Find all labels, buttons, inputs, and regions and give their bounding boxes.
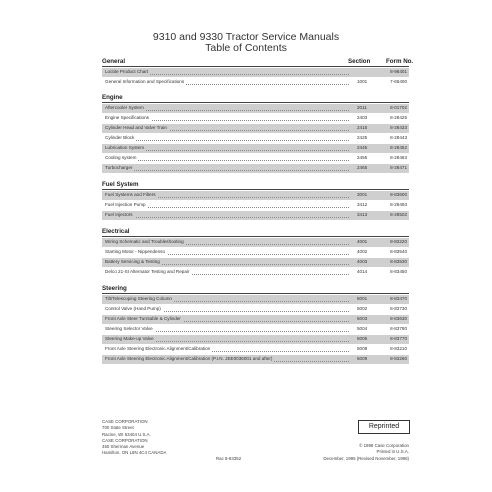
copyright-line: Printed in U.S.A. xyxy=(376,449,409,455)
toc-title: Wiring Schematic and Troubleshooting xyxy=(105,238,186,247)
address-line: CASE CORPORATION xyxy=(102,419,148,424)
toc-title: Fuel Systems and Filters xyxy=(105,191,158,200)
dot-leader xyxy=(105,140,349,141)
toc-title: Aftercooler System xyxy=(105,104,146,113)
form-number: Rac 8-83352 xyxy=(216,456,242,461)
dot-leader xyxy=(105,170,349,171)
toc-section-number: 4003 xyxy=(357,259,368,264)
toc-title: Engine Specifications xyxy=(105,114,151,123)
toc-section-number: 2445 xyxy=(357,145,368,150)
toc-section-number: 2011 xyxy=(357,105,367,110)
toc-section-number: 1001 xyxy=(357,79,368,84)
section-rule xyxy=(102,293,409,294)
toc-row xyxy=(102,315,409,324)
toc-row xyxy=(102,164,409,173)
section-heading: Electrical xyxy=(102,228,130,235)
copyright-line: © 1998 Case Corporation xyxy=(359,443,409,448)
section-heading: General xyxy=(102,58,126,65)
toc-section-number: 3413 xyxy=(357,212,368,217)
toc-title: Battery Servicing & Testing xyxy=(105,258,162,267)
toc-section-number: 5009 xyxy=(357,356,368,361)
section-column-header: Section xyxy=(348,58,371,65)
toc-form-number: 8-28452 xyxy=(390,145,407,150)
toc-title: Loctite Product Chart xyxy=(105,68,150,77)
document-subtitle: Table of Contents xyxy=(205,42,287,54)
reprinted-stamp: Reprinted xyxy=(358,420,410,434)
dot-leader xyxy=(105,160,349,161)
toc-form-number: 8-28443 xyxy=(390,135,407,140)
toc-section-number: 5004 xyxy=(357,326,368,331)
toc-title: Cylinder Head and Valve Train xyxy=(105,124,169,133)
address-line: Racine, WI 53404 U.S.A. xyxy=(102,431,151,437)
section-rule xyxy=(102,102,409,103)
toc-title: Front Axle Steering Electronic Alignment/Calibration (P.I.N. JEE0036001 and after) xyxy=(105,355,274,364)
toc-title: Steering Selector Valve xyxy=(105,325,155,334)
toc-form-number: 8-83260 xyxy=(390,356,407,361)
toc-title: Control Valve (Hand Pump) xyxy=(105,305,163,314)
corporation-address xyxy=(102,419,166,457)
toc-form-number: 8-01702 xyxy=(390,105,407,110)
toc-form-number: 8-28471 xyxy=(390,165,407,170)
toc-row xyxy=(102,104,409,113)
toc-row xyxy=(102,345,409,354)
toc-section-number: 3412 xyxy=(357,202,368,207)
toc-form-number: 8-83220 xyxy=(390,239,407,244)
toc-row xyxy=(102,124,409,133)
toc-form-number: 8-83470 xyxy=(390,296,407,301)
toc-form-number: 8-83630 xyxy=(390,316,407,321)
toc-row xyxy=(102,78,409,87)
toc-row xyxy=(102,211,409,220)
toc-form-number: 8-83770 xyxy=(390,336,407,341)
copyright-line: December, 1995 (Revised November, 1998) xyxy=(323,455,409,461)
address-line: Hamilton, ON L8N 4C4 CANADA xyxy=(102,450,167,456)
toc-form-number: 8-83600 xyxy=(390,192,407,197)
section-rule xyxy=(102,236,409,237)
dot-leader xyxy=(105,217,349,218)
toc-title: Front Axle Steer Turntable & Cylinder xyxy=(105,315,183,324)
section-heading: Engine xyxy=(102,94,123,101)
toc-title: General Information and Specifications xyxy=(105,78,186,87)
toc-form-number: 7-65400 xyxy=(390,79,407,84)
toc-section-number: 4002 xyxy=(357,249,368,254)
toc-form-number: 8-28502 xyxy=(390,212,407,217)
toc-form-number: 8-28463 xyxy=(390,155,407,160)
toc-title: Cylinder Block xyxy=(105,134,136,143)
toc-form-number: 8-28493 xyxy=(390,202,407,207)
toc-row xyxy=(102,114,409,123)
toc-form-number: 8-83540 xyxy=(390,249,407,254)
toc-form-number: 8-28425 xyxy=(390,115,407,120)
toc-row xyxy=(102,325,409,334)
toc-form-number: 8-83730 xyxy=(390,306,407,311)
toc-section-number: 2455 xyxy=(357,155,368,160)
toc-form-number: 8-28433 xyxy=(390,125,407,130)
toc-section-number: 3001 xyxy=(357,192,368,197)
section-heading: Steering xyxy=(102,285,127,292)
section-rule xyxy=(102,189,409,190)
toc-title: Steering Make-up Valve xyxy=(105,335,156,344)
toc-form-number: 8-83450 xyxy=(390,269,407,274)
toc-row xyxy=(102,258,409,267)
toc-section-number: 5003 xyxy=(357,316,368,321)
toc-title: Fuel Injection Pump xyxy=(105,201,148,210)
toc-form-number: 8-83530 xyxy=(390,259,407,264)
toc-section-number: 2465 xyxy=(357,165,368,170)
toc-row xyxy=(102,154,409,163)
toc-title: Starting Motor - Nippendenso xyxy=(105,248,167,257)
toc-section-number: 5005 xyxy=(357,336,368,341)
toc-row xyxy=(102,295,409,304)
address-line: 450 Sherman Avenue xyxy=(102,444,145,450)
toc-row xyxy=(102,201,409,210)
toc-title: Cooling system xyxy=(105,154,138,163)
toc-row xyxy=(102,144,409,153)
toc-section-number: 5002 xyxy=(357,306,368,311)
toc-section-number: 5008 xyxy=(357,346,368,351)
toc-form-number: 8-83210 xyxy=(390,346,407,351)
toc-title: Tilt/Telescoping Steering Column xyxy=(105,295,174,304)
toc-title: Fuel Injectors xyxy=(105,211,135,220)
toc-row xyxy=(102,191,409,200)
toc-section-number: 2403 xyxy=(357,115,368,120)
document-title: 9310 and 9330 Tractor Service Manuals xyxy=(152,31,340,43)
section-rule xyxy=(102,66,409,67)
address-line: CASE CORPORATION xyxy=(102,437,148,443)
toc-section-number: 2425 xyxy=(357,135,368,140)
toc-row xyxy=(102,335,409,344)
toc-row xyxy=(102,134,409,143)
section-heading: Fuel System xyxy=(102,181,139,188)
toc-form-number: 8-98401 xyxy=(390,69,407,74)
toc-section-number: 2415 xyxy=(357,125,368,130)
toc-form-number: 8-83780 xyxy=(390,326,407,331)
toc-title: Turbocharger xyxy=(105,164,134,173)
toc-row xyxy=(102,238,409,247)
toc-row xyxy=(102,268,409,277)
toc-title: Delco 21-SI Alternator Testing and Repair xyxy=(105,268,191,277)
address-line: 700 State Street xyxy=(102,425,134,431)
toc-section-number: 5001 xyxy=(357,296,368,301)
copyright-block xyxy=(323,443,409,462)
toc-section-number: 4001 xyxy=(357,239,368,244)
toc-title: Front Axle Steering Electronic Alignment/Calibration xyxy=(105,345,212,354)
toc-title: Lubrication System xyxy=(105,144,146,153)
toc-section-number: 4014 xyxy=(357,269,368,274)
toc-row xyxy=(102,355,409,364)
toc-row xyxy=(102,305,409,314)
form-column-header: Form No. xyxy=(386,58,414,65)
toc-row xyxy=(102,68,409,77)
toc-row xyxy=(102,248,409,257)
